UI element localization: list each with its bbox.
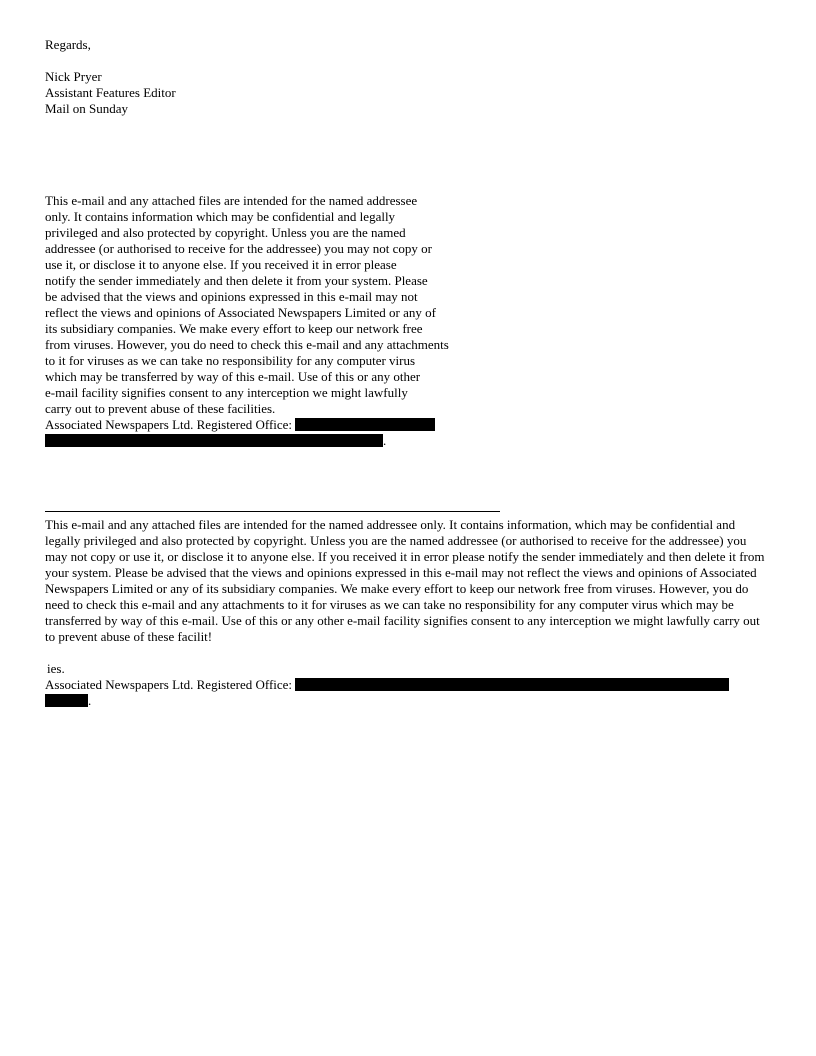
end-punctuation: . (383, 433, 387, 448)
disclaimer-line: This e-mail and any attached files are intended for the named addressee (45, 193, 418, 208)
disclaimer-line: which may be transferred by way of this e-mail. Use of this or any other (45, 369, 421, 384)
email-body (45, 37, 771, 709)
redaction-bar (295, 418, 435, 431)
sender-title: Assistant Features Editor (45, 85, 176, 100)
registered-office-label: Associated Newspapers Ltd. Registered Office: (45, 677, 293, 692)
disclaimer-line: be advised that the views and opinions expressed in this e-mail may not (45, 289, 418, 304)
registered-office-line (45, 677, 771, 693)
disclaimer-paragraph: This e-mail and any attached files are intended for the named addressee only. It contains information, which may be confidential and legally privileged and also protected by copyright. Unless you are the named addressee (or authorised to receive for the addressee) you may not copy or use it, or disclose it to anyone else. If you received it in error please notify the sender immediately and then delete it from your system. Please be advised that the views and opinions expressed in this e-mail may not reflect the views and opinions of Associated Newspapers Limited or any of its subsidiary companies. We make every effort to keep our network free from viruses. However, you do need to check this e-mail and any attachments to it for viruses as we can take no responsibility for any computer virus which may be transferred by way of this e-mail. Use of this or any other e-mail facility signifies consent to any interception we might lawfully carry out to prevent abuse of these facilit! (45, 517, 765, 644)
registered-office-line-2 (45, 433, 771, 449)
disclaimer-line: carry out to prevent abuse of these facilities. (45, 401, 276, 416)
sender-name: Nick Pryer (45, 69, 102, 84)
redaction-bar (295, 678, 729, 691)
closing-text: Regards, (45, 37, 91, 52)
registered-office-line-2 (45, 693, 771, 709)
registered-office-label: Associated Newspapers Ltd. Registered Office: (45, 417, 293, 432)
disclaimer-line: reflect the views and opinions of Associated Newspapers Limited or any of (45, 305, 436, 320)
redaction-bar (45, 694, 88, 707)
disclaimer-fragment: ies. (47, 661, 65, 676)
registered-office-line (45, 417, 771, 433)
sender-publication: Mail on Sunday (45, 101, 129, 116)
disclaimer-line: addressee (or authorised to receive for the addressee) you may not copy or (45, 241, 432, 256)
disclaimer-block-2 (45, 517, 771, 709)
disclaimer-block-1 (45, 193, 771, 449)
disclaimer-line: from viruses. However, you do need to check this e-mail and any attachments (45, 337, 449, 352)
disclaimer-line: to it for viruses as we can take no responsibility for any computer virus (45, 353, 416, 368)
disclaimer-line: privileged and also protected by copyright. Unless you are the named (45, 225, 406, 240)
disclaimer-line: only. It contains information which may be confidential and legally (45, 209, 396, 224)
redaction-bar (45, 434, 383, 447)
divider-line (45, 511, 500, 512)
spacer (45, 53, 771, 69)
disclaimer-line: e-mail facility signifies consent to any interception we might lawfully (45, 385, 408, 400)
disclaimer-line: its subsidiary companies. We make every effort to keep our network free (45, 321, 423, 336)
disclaimer-line: notify the sender immediately and then delete it from your system. Please (45, 273, 428, 288)
end-punctuation: . (88, 693, 92, 708)
signature-block (45, 37, 771, 117)
disclaimer-line: use it, or disclose it to anyone else. If you received it in error please (45, 257, 397, 272)
